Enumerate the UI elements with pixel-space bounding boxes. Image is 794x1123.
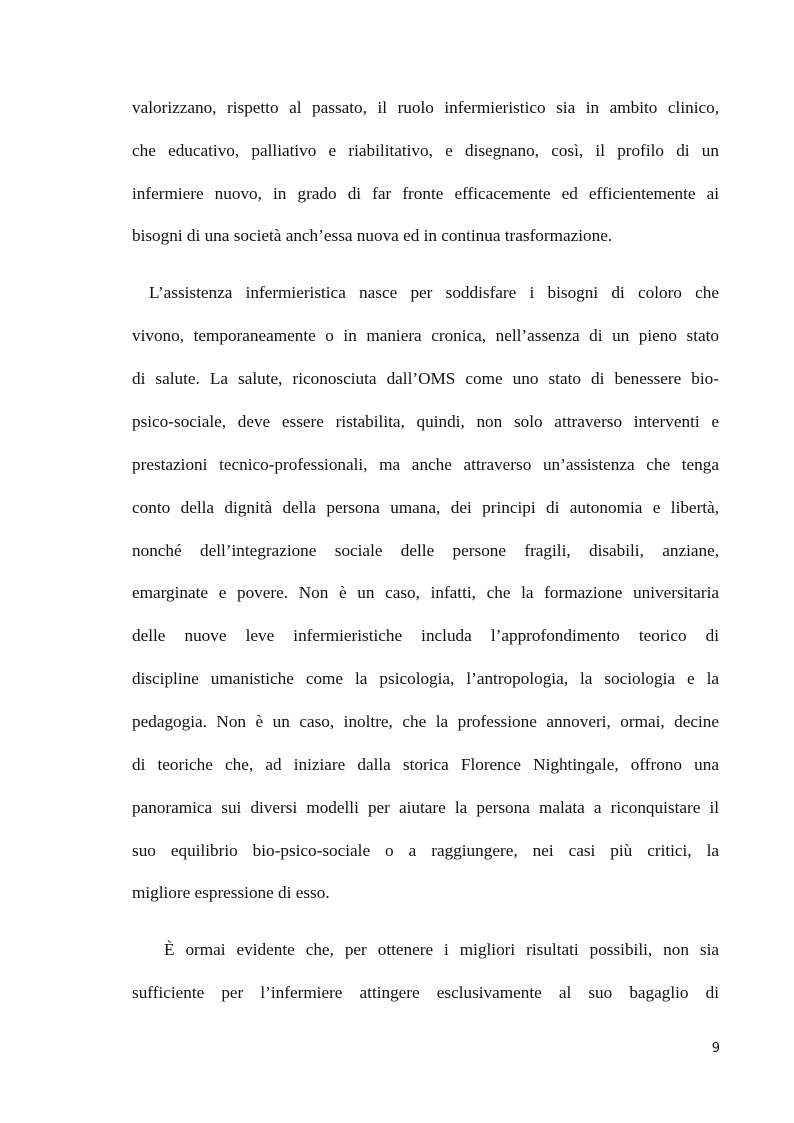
text-line: bisogni di una società anch’essa nuova ed in continua trasformazione.: [132, 226, 613, 245]
text-line: L’assistenza infermieristica nasce per soddisfare i bisogni di coloro che: [149, 283, 719, 302]
text-line: migliore espressione di esso.: [132, 883, 330, 902]
page-number: 9: [711, 1041, 720, 1056]
text-line: valorizzano, rispetto al passato, il ruolo infermieristico sia in ambito clinico,: [132, 98, 719, 117]
text-line: che educativo, palliativo e riabilitativo, e disegnano, così, il profilo di un: [132, 141, 719, 160]
text-line: nonché dell’integrazione sociale delle persone fragili, disabili, anziane,: [132, 541, 719, 560]
text-line: di salute. La salute, riconosciuta dall’OMS come uno stato di benessere bio-: [132, 369, 719, 388]
text-line: sufficiente per l’infermiere attingere esclusivamente al suo bagaglio di: [132, 983, 719, 1002]
text-line: psico-sociale, deve essere ristabilita, quindi, non solo attraverso interventi e: [132, 412, 719, 431]
text-line: di teoriche che, ad iniziare dalla storica Florence Nightingale, offrono una: [132, 755, 719, 774]
text-line: prestazioni tecnico-professionali, ma anche attraverso un’assistenza che tenga: [132, 455, 719, 474]
text-line: conto della dignità della persona umana, dei principi di autonomia e libertà,: [132, 498, 719, 517]
text-line: discipline umanistiche come la psicologia, l’antropologia, la sociologia e la: [132, 669, 719, 688]
text-line: suo equilibrio bio-psico-sociale o a raggiungere, nei casi più critici, la: [132, 841, 719, 860]
text-line: emarginate e povere. Non è un caso, infatti, che la formazione universitaria: [132, 583, 719, 602]
text-line: panoramica sui diversi modelli per aiutare la persona malata a riconquistare il: [132, 798, 719, 817]
text-line: delle nuove leve infermieristiche includa l’approfondimento teorico di: [132, 626, 719, 645]
text-line: vivono, temporaneamente o in maniera cronica, nell’assenza di un pieno stato: [132, 326, 719, 345]
text-line: È ormai evidente che, per ottenere i migliori risultati possibili, non sia: [164, 940, 719, 959]
text-line: pedagogia. Non è un caso, inoltre, che la professione annoveri, ormai, decine: [132, 712, 719, 731]
text-line: infermiere nuovo, in grado di far fronte efficacemente ed efficientemente ai: [132, 184, 719, 203]
